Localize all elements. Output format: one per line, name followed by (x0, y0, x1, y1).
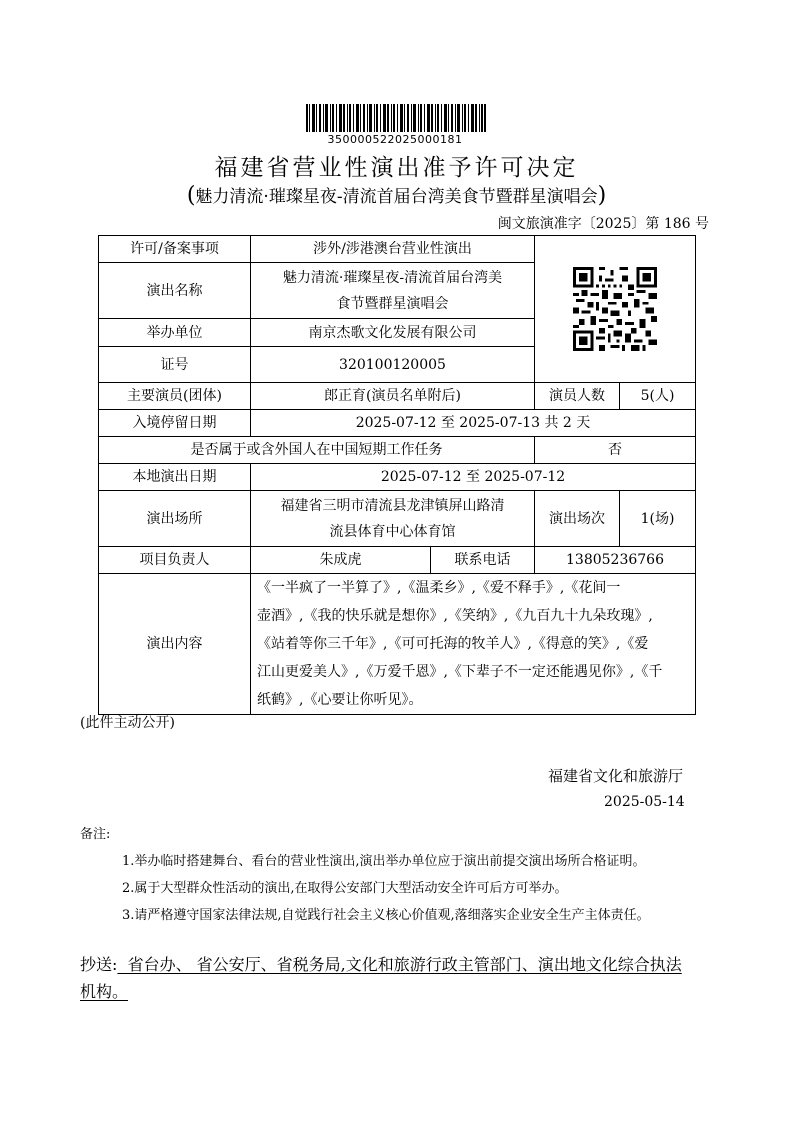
local-date-label: 本地演出日期 (99, 464, 251, 491)
show-name-label: 演出名称 (99, 263, 251, 319)
performer-count-value: 5(人) (620, 383, 696, 410)
remark-item: 3.请严格遵守国家法律法规,自觉践行社会主义核心价值观,落细落实企业安全生产主体责任。 (122, 908, 650, 923)
show-name-line: 食节暨群星演唱会 (336, 295, 449, 312)
cert-number-label: 证号 (99, 347, 251, 383)
cc-section (80, 951, 720, 1005)
venue-line: 福建省三明市清流县龙津镇屏山路清 (280, 497, 505, 514)
subtitle-text: 魅力清流·璀璨星夜-清流首届台湾美食节暨群星演唱会 (195, 187, 598, 207)
organizer-value: 南京杰歌文化发展有限公司 (251, 319, 535, 347)
content-value (251, 574, 696, 715)
content-line: 《站着等你三千年》,《可可托海的牧羊人》,《得意的笑》,《爱 (257, 636, 649, 652)
barcode-number: 350000522025000181 (327, 133, 463, 146)
remarks-label: 备注: (80, 827, 111, 842)
remark-item: 1.举办临时搭建舞台、看台的营业性演出,演出举办单位应于演出前提交演出场所合格证明。 (122, 854, 646, 869)
document-title: 福建省营业性演出准予许可决定 (214, 155, 579, 181)
show-name-line: 魅力清流·璀璨星夜-清流首届台湾美 (282, 269, 503, 286)
performer-value: 郎正育(演员名单附后) (251, 383, 535, 410)
phone-label: 联系电话 (431, 547, 535, 574)
remark-item: 2.属于大型群众性活动的演出,在取得公安部门大型活动安全许可后方可举办。 (122, 881, 568, 896)
venue-value (251, 491, 535, 547)
sessions-value: 1(场) (620, 491, 696, 547)
cert-number-value: 320100120005 (251, 347, 535, 383)
content-line: 江山更爱美人》,《万爱千恩》,《下辈子不一定还能遇见你》,《千 (257, 664, 663, 680)
entry-stay-value: 2025-07-12 至 2025-07-13 共 2 天 (251, 410, 696, 437)
public-disclosure-note: (此件主动公开) (80, 715, 175, 731)
manager-value: 朱成虎 (251, 547, 431, 574)
document-subtitle (0, 182, 793, 208)
cc-recipients: 省台办、 省公安厅、省税务局,文化和旅游行政主管部门、演出地文化综合执法 (117, 955, 682, 974)
foreign-work-label: 是否属于或含外国人在中国短期工作任务 (99, 437, 535, 464)
organizer-label: 举办单位 (99, 319, 251, 347)
qr-cell (535, 236, 696, 383)
content-line: 纸鹤》,《心要让你听见》。 (257, 692, 423, 708)
issuing-authority: 福建省文化和旅游厅 (548, 767, 684, 785)
cc-label: 抄送: (80, 955, 118, 974)
performer-count-label: 演员人数 (535, 383, 620, 410)
document-number: 闽文旅演准字〔2025〕第 186 号 (497, 216, 709, 232)
local-date-value: 2025-07-12 至 2025-07-12 (251, 464, 696, 491)
venue-label: 演出场所 (99, 491, 251, 547)
content-line: 《一半疯了一半算了》,《温柔乡》,《爱不释手》,《花间一 (257, 580, 621, 596)
performer-label: 主要演员(团体) (99, 383, 251, 410)
sessions-label: 演出场次 (535, 491, 620, 547)
subtitle-close-paren: ) (597, 183, 607, 208)
barcode (306, 104, 486, 132)
cc-recipients-continued: 机构。 (80, 982, 129, 1001)
qr-code-icon (573, 267, 657, 351)
entry-stay-label: 入境停留日期 (99, 410, 251, 437)
issue-date: 2025-05-14 (604, 794, 685, 810)
subtitle-open-paren: ( (186, 183, 196, 208)
phone-value: 13805236766 (535, 547, 696, 574)
content-line: 壶酒》,《我的快乐就是想你》,《笑纳》,《九百九十九朵玫瑰》, (257, 608, 653, 624)
permit-table (98, 235, 696, 715)
venue-line: 流县体育中心体育馆 (329, 523, 456, 540)
content-label: 演出内容 (99, 574, 251, 715)
permit-item-label: 许可/备案事项 (99, 236, 251, 263)
permit-item-value: 涉外/涉港澳台营业性演出 (251, 236, 535, 263)
foreign-work-value: 否 (535, 437, 696, 464)
show-name-value (251, 263, 535, 319)
manager-label: 项目负责人 (99, 547, 251, 574)
